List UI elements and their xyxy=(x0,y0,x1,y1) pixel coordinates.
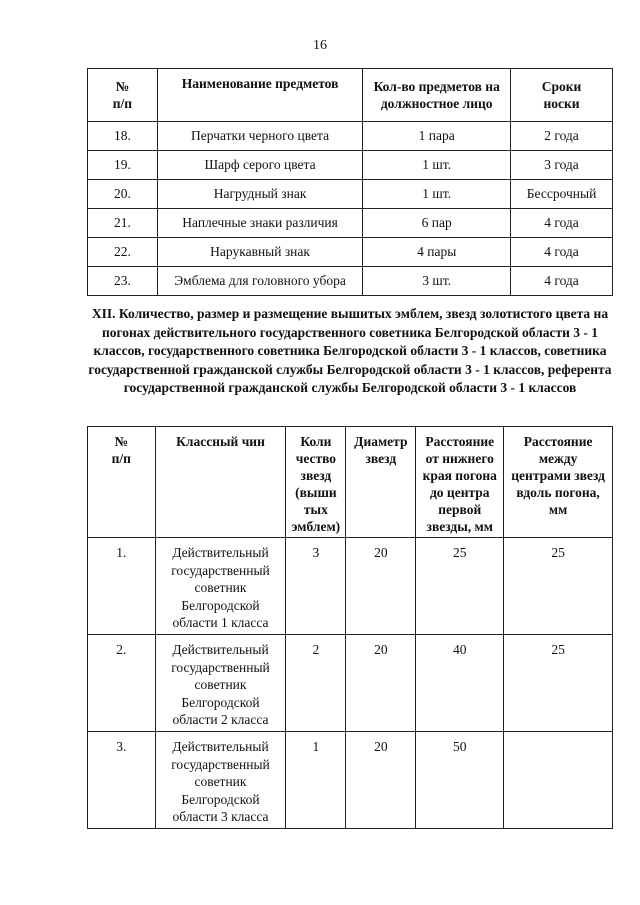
cell-diameter: 20 xyxy=(346,732,416,829)
cell-rank: Действительный государственный советник Белгородской области 2 класса xyxy=(155,635,286,732)
cell-item: Перчатки черного цвета xyxy=(157,122,363,151)
cell-star-count: 2 xyxy=(286,635,346,732)
cell-distance-between: 25 xyxy=(504,538,613,635)
cell-number: 18. xyxy=(88,122,158,151)
cell-period: Бессрочный xyxy=(511,180,613,209)
table-row xyxy=(88,238,613,267)
cell-distance-edge: 25 xyxy=(416,538,504,635)
cell-quantity: 4 пары xyxy=(363,238,511,267)
header-star-count: Коли чество звезд (выши тых эмблем) xyxy=(286,427,346,538)
header-number: № п/п xyxy=(88,427,156,538)
header-distance-edge: Расстояние от нижнего края погона до центра первой звезды, мм xyxy=(416,427,504,538)
cell-number: 23. xyxy=(88,267,158,296)
header-distance-between: Расстояние между центрами звезд вдоль погона, мм xyxy=(504,427,613,538)
cell-number: 2. xyxy=(88,635,156,732)
cell-diameter: 20 xyxy=(346,538,416,635)
cell-quantity: 3 шт. xyxy=(363,267,511,296)
cell-quantity: 6 пар xyxy=(363,209,511,238)
cell-rank: Действительный государственный советник Белгородской области 1 класса xyxy=(155,538,286,635)
table-row xyxy=(88,209,613,238)
header-wear-period: Сроки носки xyxy=(511,69,613,122)
cell-item: Нарукавный знак xyxy=(157,238,363,267)
stars-table xyxy=(87,426,613,829)
table-row xyxy=(88,635,613,732)
section-heading: XII. Количество, размер и размещение вышитых эмблем, звезд золотистого цвета на погонах действительного государственного советника Белгородской области 3 - 1 классов, государственного советника Белгородской области 3 - 1 классов, советника государственной гражданской службы Белгородской области 3 - 1 классов, референта государственной гражданской службы Белгородской области 3 - 1 классов xyxy=(88,306,612,395)
table-row xyxy=(88,732,613,829)
table-row xyxy=(88,267,613,296)
cell-period: 2 года xyxy=(511,122,613,151)
cell-item: Наплечные знаки различия xyxy=(157,209,363,238)
cell-period: 4 года xyxy=(511,238,613,267)
cell-item: Нагрудный знак xyxy=(157,180,363,209)
cell-quantity: 1 шт. xyxy=(363,151,511,180)
cell-diameter: 20 xyxy=(346,635,416,732)
cell-distance-between: 25 xyxy=(504,635,613,732)
cell-number: 1. xyxy=(88,538,156,635)
cell-distance-between xyxy=(504,732,613,829)
header-item-name: Наименование предметов xyxy=(157,69,363,122)
cell-number: 21. xyxy=(88,209,158,238)
cell-rank: Действительный государственный советник Белгородской области 3 класса xyxy=(155,732,286,829)
cell-number: 3. xyxy=(88,732,156,829)
table-row xyxy=(88,122,613,151)
cell-number: 19. xyxy=(88,151,158,180)
cell-star-count: 1 xyxy=(286,732,346,829)
page-number: 16 xyxy=(313,38,327,53)
cell-number: 22. xyxy=(88,238,158,267)
cell-item: Шарф серого цвета xyxy=(157,151,363,180)
header-quantity: Кол-во предметов на должностное лицо xyxy=(363,69,511,122)
header-number: № п/п xyxy=(88,69,158,122)
cell-period: 4 года xyxy=(511,209,613,238)
items-table xyxy=(87,68,613,296)
cell-number: 20. xyxy=(88,180,158,209)
table-header-row xyxy=(88,427,613,538)
header-star-diameter: Диаметр звезд xyxy=(346,427,416,538)
table-row xyxy=(88,538,613,635)
cell-item: Эмблема для головного убора xyxy=(157,267,363,296)
cell-period: 4 года xyxy=(511,267,613,296)
header-rank: Классный чин xyxy=(155,427,286,538)
cell-distance-edge: 40 xyxy=(416,635,504,732)
table-header-row xyxy=(88,69,613,122)
table-row xyxy=(88,180,613,209)
cell-quantity: 1 пара xyxy=(363,122,511,151)
cell-period: 3 года xyxy=(511,151,613,180)
cell-distance-edge: 50 xyxy=(416,732,504,829)
table-row xyxy=(88,151,613,180)
cell-quantity: 1 шт. xyxy=(363,180,511,209)
cell-star-count: 3 xyxy=(286,538,346,635)
